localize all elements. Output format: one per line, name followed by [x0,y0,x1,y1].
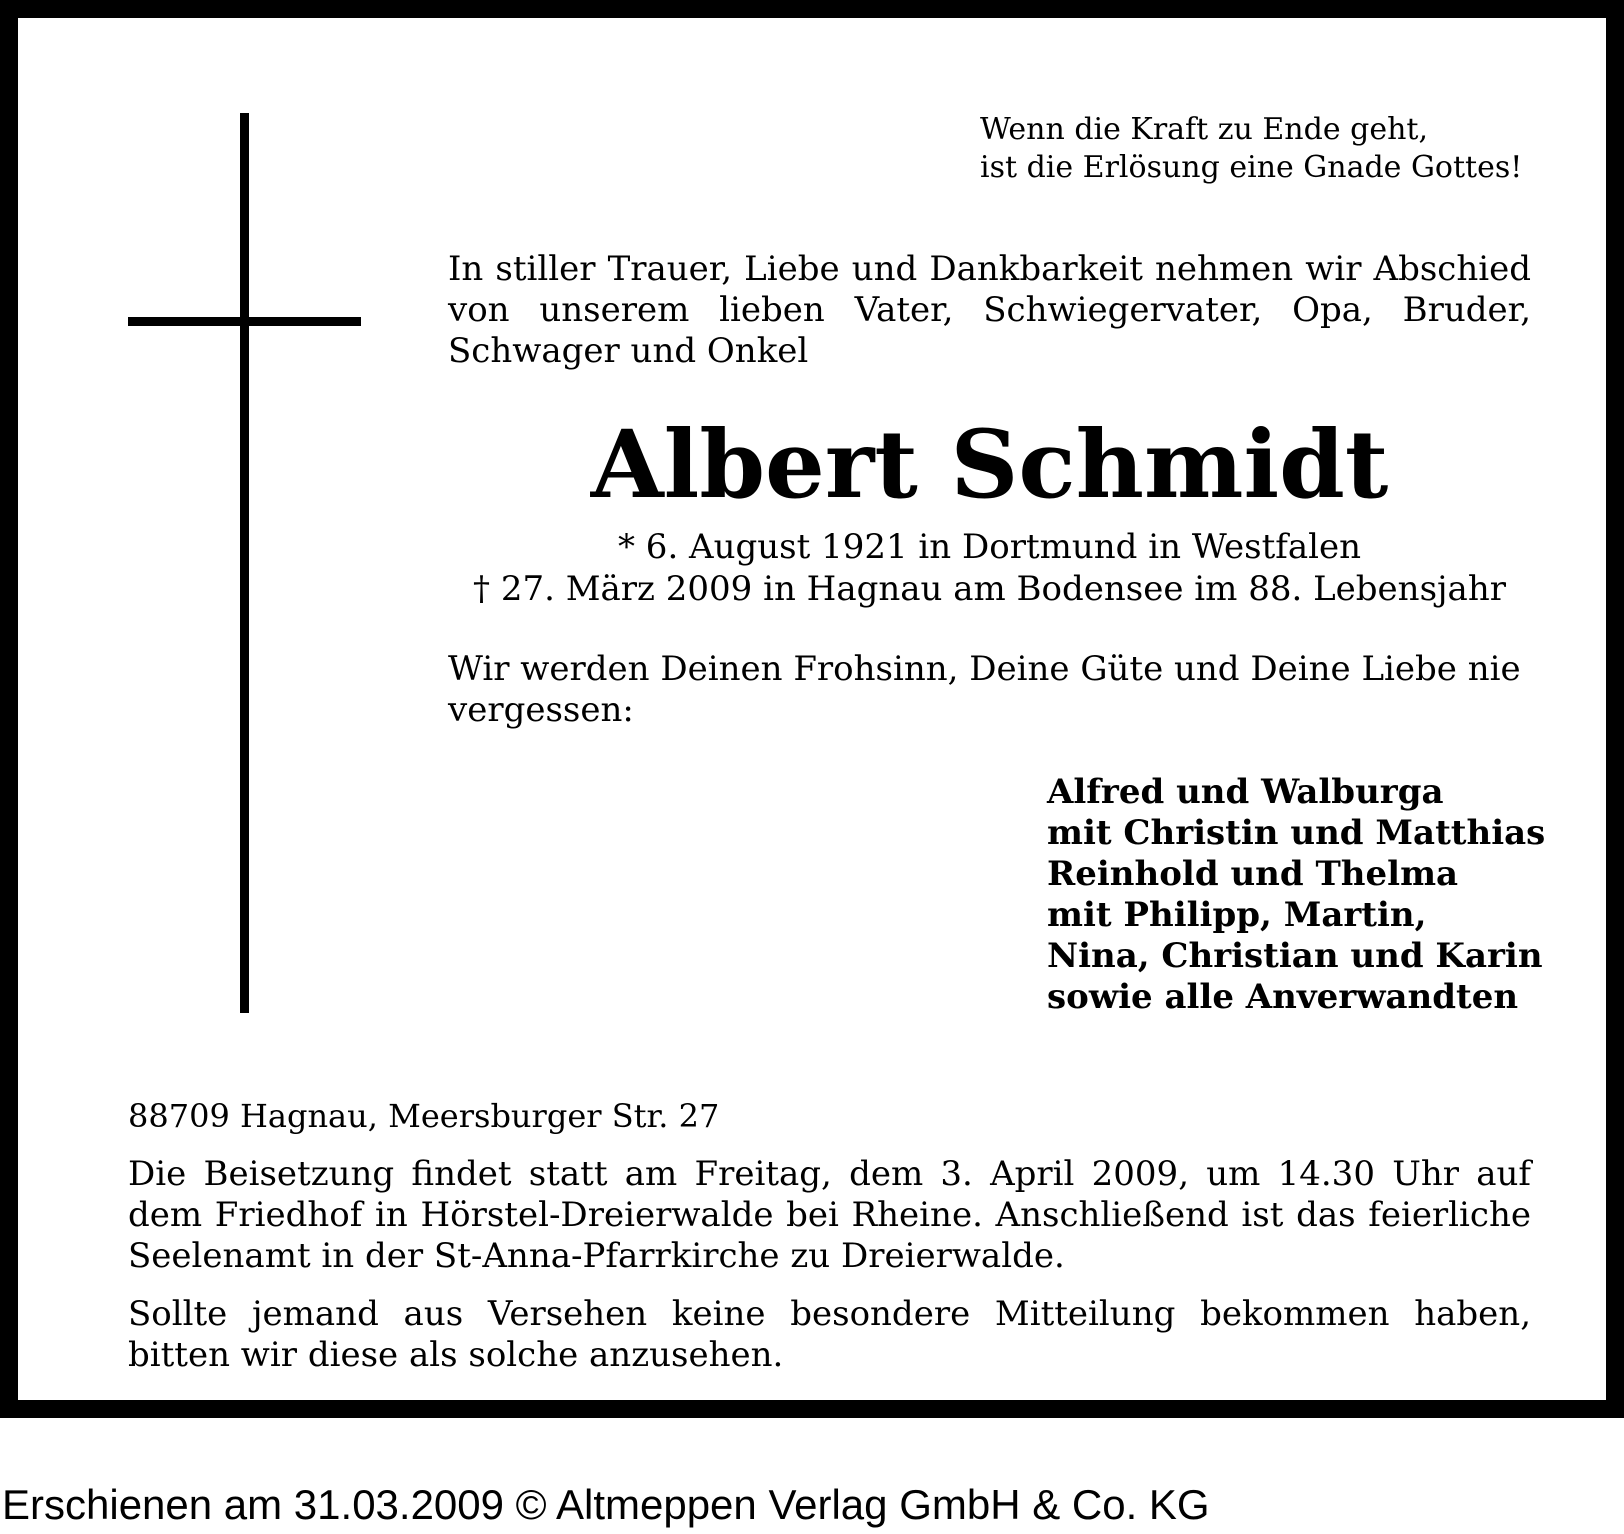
cross-icon-bar [128,317,361,326]
family-line: Reinhold und Thelma [1047,854,1459,894]
family-line: mit Philipp, Martin, [1047,895,1427,935]
address: 88709 Hagnau, Meersburger Str. 27 [128,1097,720,1135]
funeral-service-text: Die Beisetzung findet statt am Freitag, dem 3. April 2009, um 14.30 Uhr auf dem Friedhof in Hörstel-Dreierwalde bei Rheine. Anschließend ist das feierliche Seelenamt in der St-Anna-Pfarrkirche zu Dreierwalde. [128,1154,1531,1276]
notice-text: Sollte jemand aus Versehen keine besondere Mitteilung bekommen haben, bitten wir diese als solche anzusehen. [128,1294,1531,1375]
cross-icon [240,113,249,1013]
motto [980,111,1580,187]
motto-line-1: Wenn die Kraft zu Ende geht, [980,112,1428,147]
deceased-name: Albert Schmidt [590,410,1389,520]
family-line: mit Christin und Matthias [1047,813,1546,853]
motto-line-2: ist die Erlösung eine Gnade Gottes! [980,150,1523,185]
intro-text: In stiller Trauer, Liebe und Dankbarkeit nehmen wir Abschied von unserem lieben Vater, Schwiegervater, Opa, Bruder, Schwager und Onkel [448,249,1531,371]
family-line: Nina, Christian und Karin [1047,936,1543,976]
death-date: † 27. März 2009 in Hagnau am Bodensee im 88. Lebensjahr [473,569,1506,609]
life-dates [448,526,1531,610]
family-line: sowie alle Anverwandten [1047,977,1519,1017]
memory-text: Wir werden Deinen Frohsinn, Deine Güte und Deine Liebe nie vergessen: [448,649,1521,730]
birth-date: * 6. August 1921 in Dortmund in Westfalen [618,527,1361,567]
family-line: Alfred und Walburga [1047,772,1444,812]
publication-footer: Erschienen am 31.03.2009 © Altmeppen Verlag GmbH & Co. KG [2,1481,1210,1528]
family-list [1047,772,1567,1018]
